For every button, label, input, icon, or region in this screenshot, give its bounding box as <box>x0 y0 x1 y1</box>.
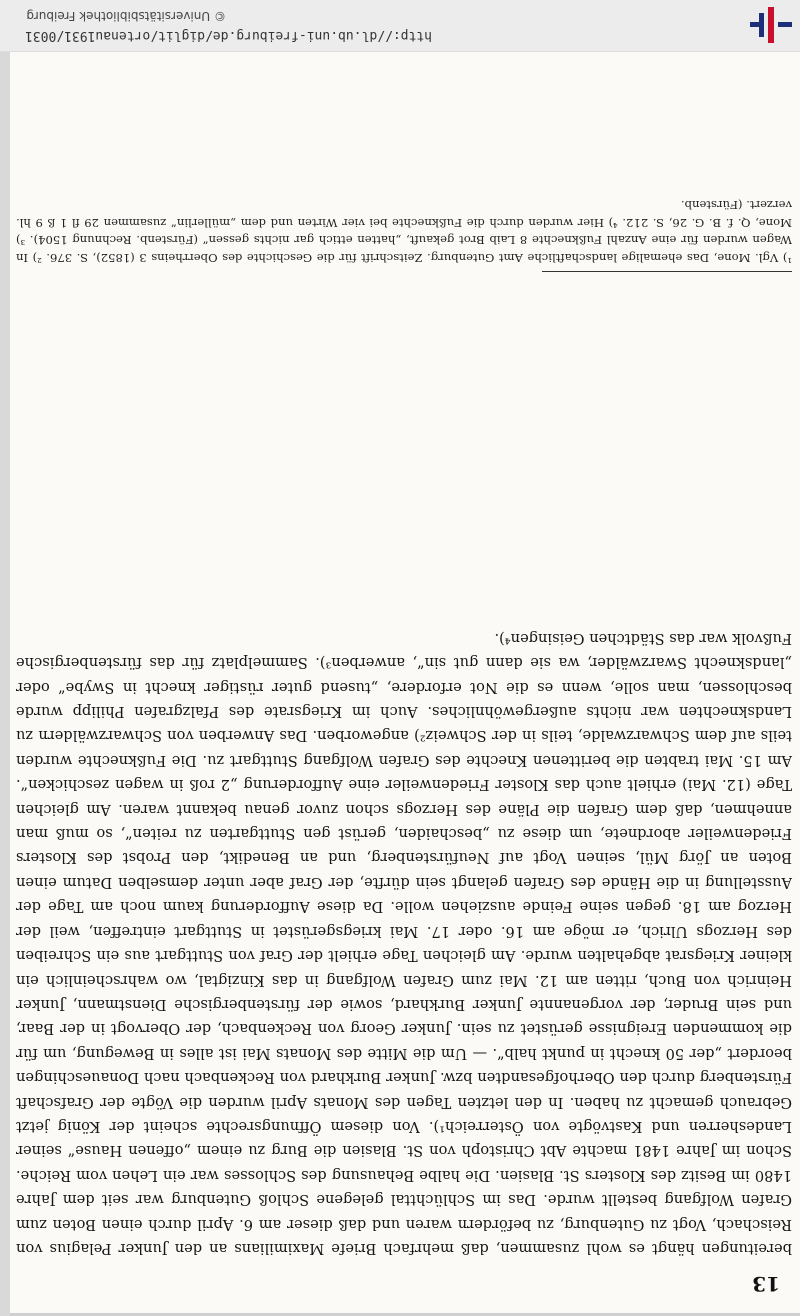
body-paragraph: bereitungen hängt es wohl zusammen, daß mehrfach Briefe Maximilians an den Junker Pelagius von Reischach, Vogt zu Gutenburg, zu befördern waren und daß dieser am 6. April durch einen Boten zum Grafen Wolfgang bestellt wurde. Das im Schlüchttal gelegene Schloß Gutenburg war seit dem Jahre 1480 im Besitz des Klosters St. Blasien. Die halbe Behausung des Schlosses war ein Lehen vom Reiche. Schon im Jahre 1481 machte Abt Christoph von St. Blasien die Burg zu einem „offenen Hause“ seiner Landesherren und Kastvögte von Österreich¹). Von diesem Öffnungsrechte scheint der König jetzt Gebrauch gemacht zu haben. In den letzten Tagen des Monats April wurden die Vögte der Grafschaft Fürstenberg durch den Oberhofgesandten bzw. Junker Burkhard von Reckenbach nach Donaueschingen beordert „der 50 knecht in punkt halb“. — Um die Mitte des Monats Mai ist alles in Bewegung, um für die kommenden Ereignisse gerüstet zu sein. Junker Georg von Reckenbach, der Obervogt in der Baar, und sein Bruder, der vorgenannte Junker Burkhard, sowie der fürstenbergische Dienstmann, Junker Heinrich von Buch, ritten am 12. Mai zum Grafen Wolfgang in das Kinzigtal, wo wahrscheinlich ein kleiner Kriegsrat abgehalten wurde. Am gleichen Tage erhielt der Graf von Stuttgart aus ein Schreiben des Herzogs Ulrich, er möge am 16. oder 17. Mai kriegsgerüstet in Stuttgart eintreffen, weil der Herzog am 18. gegen seine Feinde ausziehen wolle. Da diese Aufforderung kaum noch am Tage der Ausstellung in die Hände des Grafen gelangt sein dürfte, der Graf aber unter demselben Datum einen Boten an Jörg Mül, seinen Vogt auf Neufürstenberg, und an Benedikt, den Probst des Klosters Friedenweiler abordnete, um diese zu „beschaiden, gerüst gen Stuttgarten zu reiten“, so muß man annehmen, daß dem Grafen die Pläne des Herzogs schon zuvor genau bekannt waren. Am gleichen Tage (12. Mai) erhielt auch das Kloster Friedenweiler eine Aufforderung „2 roß in wagen zeschicken“. Am 15. Mai trabten die berittenen Knechte des Grafen Wolfgang Stuttgart zu. Die Fußknechte wurden teils auf dem Schwarzwalde, teils in der Schweiz²) angeworben. Das Anwerben von Schwarzwäldern zu Landsknechten war nichts außergewöhnliches. Auch im Kriegsrate des Pfalzgrafen Philipp wurde beschlossen, man solle, wenn es die Not erfordere, „tusend guter rüstiger knecht in Swybe“ oder „landsknecht Swarzwälder, wa sie dann gut sin“, anwerben³). Sammelplatz für das fürstenbergische Fußvolk war das Städtchen Geisingen⁴). <box>16 629 792 1257</box>
page-number: 13 <box>752 1272 780 1296</box>
footnote-rule <box>542 271 792 272</box>
copyright-notice: © Universitätsbibliothek Freiburg <box>26 9 226 23</box>
viewer-header <box>0 0 800 52</box>
body-text <box>16 625 792 1260</box>
footnotes <box>16 196 792 266</box>
ub-freiburg-logo-icon[interactable] <box>748 5 794 45</box>
document-url[interactable]: http://dl.ub.uni-freiburg.de/diglit/ortenau1931/0031 <box>25 28 432 43</box>
footnote-block: ¹) Vgl. Mone, Das ehemalige landschaftliche Amt Gutenburg. Zeitschrift für die Geschichte des Oberrheins 3 (1852), S. 376. ²) In Wagen wurden für eine Anzahl Fußknechte 8 Laib Brot gekauft, „hatten ettich gar nichts gessen“ (Fürstenb. Rechnung 1504). ³) Mone, Q. f. B. G. 26, S. 212. ⁴) Hier wurden durch die Fußknechte bei vier Wirten und dem „müllerlin“ zusammen 29 fl 1 ß 9 hl. verzert. (Fürstenb. <box>16 198 792 265</box>
scan-edge-right <box>0 52 10 1316</box>
